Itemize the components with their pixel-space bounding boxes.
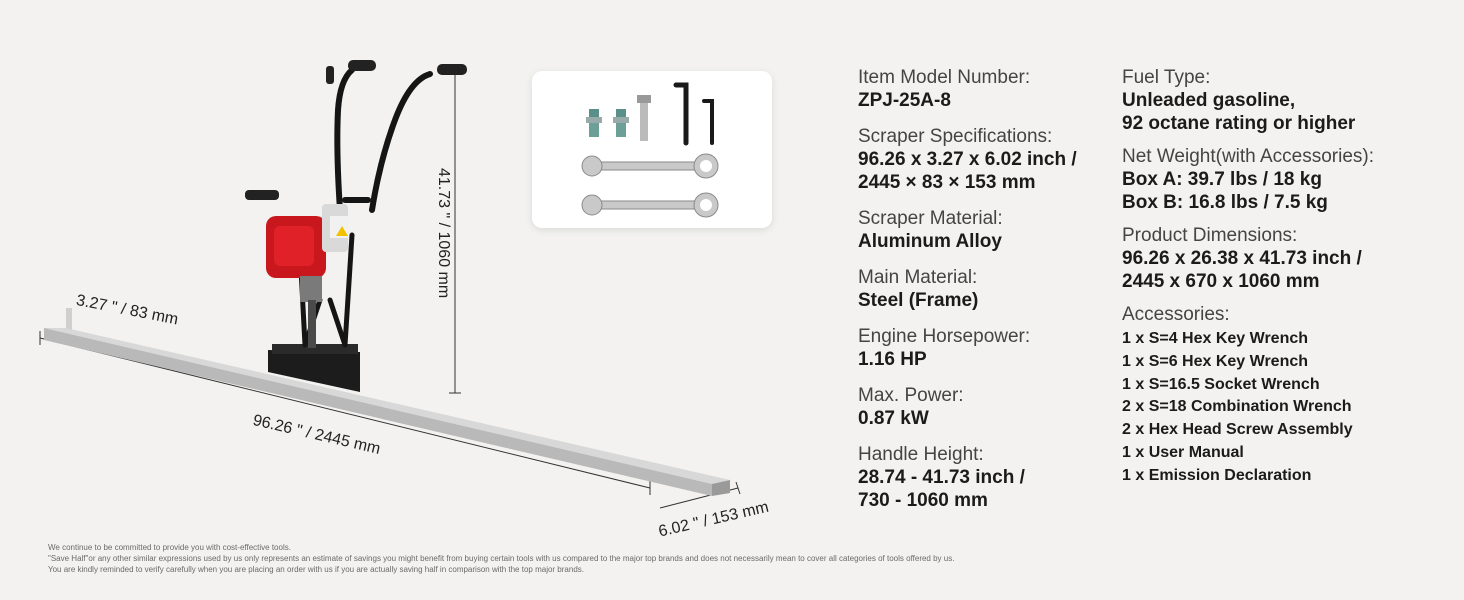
list-item: 2 x Hex Head Screw Assembly xyxy=(1122,421,1353,439)
disclaimer xyxy=(48,542,1148,576)
spec-engine-horsepower: Engine Horsepower: 1.16 HP xyxy=(858,326,1031,370)
specs-left-column xyxy=(858,66,1108,512)
disclaimer-line: You are kindly reminded to verify carefully when you are placing an order with us if you are actually saving half in comparison with the top major brands. xyxy=(48,565,584,575)
handles xyxy=(337,70,430,210)
spec-scraper-material: Scraper Material: Aluminum Alloy xyxy=(858,208,1003,252)
list-item: 1 x Emission Declaration xyxy=(1122,466,1312,484)
hex-head-screw-icon xyxy=(586,109,629,137)
disclaimer-line: We continue to be committed to provide you with cost-effective tools. xyxy=(48,543,291,552)
accessories-list xyxy=(1122,328,1452,488)
spec-accessories: Accessories: 1 x S=4 Hex Key Wrench 1 x S=6 Hex Key Wrench 1 x S=16.5 Socket Wrench 2 x S=18 Combination Wrench 2 x Hex Head Screw Assembly 1 x User Manual 1 x Emission Declaration xyxy=(1122,303,1452,488)
combination-wrench-icon xyxy=(582,154,718,217)
accessories-image xyxy=(532,71,772,228)
spec-main-material: Main Material: Steel (Frame) xyxy=(858,267,979,311)
socket-wrench-icon xyxy=(637,95,651,141)
dimension-length: 96.26 " / 2445 mm xyxy=(251,412,382,458)
spec-max-power: Max. Power: 0.87 kW xyxy=(858,385,964,429)
spec-fuel-type: Fuel Type: Unleaded gasoline, 92 octane rating or higher xyxy=(1122,67,1356,134)
specs-right-column xyxy=(1122,66,1452,488)
dimension-thickness: 3.27 " / 83 mm xyxy=(74,292,180,329)
list-item: 2 x S=18 Combination Wrench xyxy=(1122,398,1352,416)
hex-key-icon xyxy=(676,85,712,143)
screed-blade xyxy=(44,308,730,496)
list-item: 1 x S=6 Hex Key Wrench xyxy=(1122,352,1309,370)
list-item: 1 x User Manual xyxy=(1122,443,1244,461)
spec-model-number: Item Model Number: ZPJ-25A-8 xyxy=(858,67,1031,111)
dimension-width: 6.02 " / 153 mm xyxy=(657,498,771,541)
spec-scraper-specifications: Scraper Specifications: 96.26 x 3.27 x 6.02 inch / 2445 × 83 × 153 mm xyxy=(858,126,1077,193)
spec-handle-height: Handle Height: 28.74 - 41.73 inch / 730 - 1060 mm xyxy=(858,444,1025,511)
dimension-height: 41.73 " / 1060 mm xyxy=(435,168,452,299)
spec-product-dimensions: Product Dimensions: 96.26 x 26.38 x 41.73 inch / 2445 x 670 x 1060 mm xyxy=(1122,225,1362,292)
engine xyxy=(266,204,348,348)
spec-net-weight: Net Weight(with Accessories): Box A: 39.7 lbs / 18 kg Box B: 16.8 lbs / 7.5 kg xyxy=(1122,146,1375,213)
list-item: 1 x S=16.5 Socket Wrench xyxy=(1122,375,1320,393)
list-item: 1 x S=4 Hex Key Wrench xyxy=(1122,330,1309,347)
disclaimer-line: "Save Half"or any other similar expressions used by us only represents an estimate of savings you might benefit from buying certain tools with us compared to the major top brands and does not necessarily mean to cover all categories of tools offered by us. xyxy=(48,554,955,564)
